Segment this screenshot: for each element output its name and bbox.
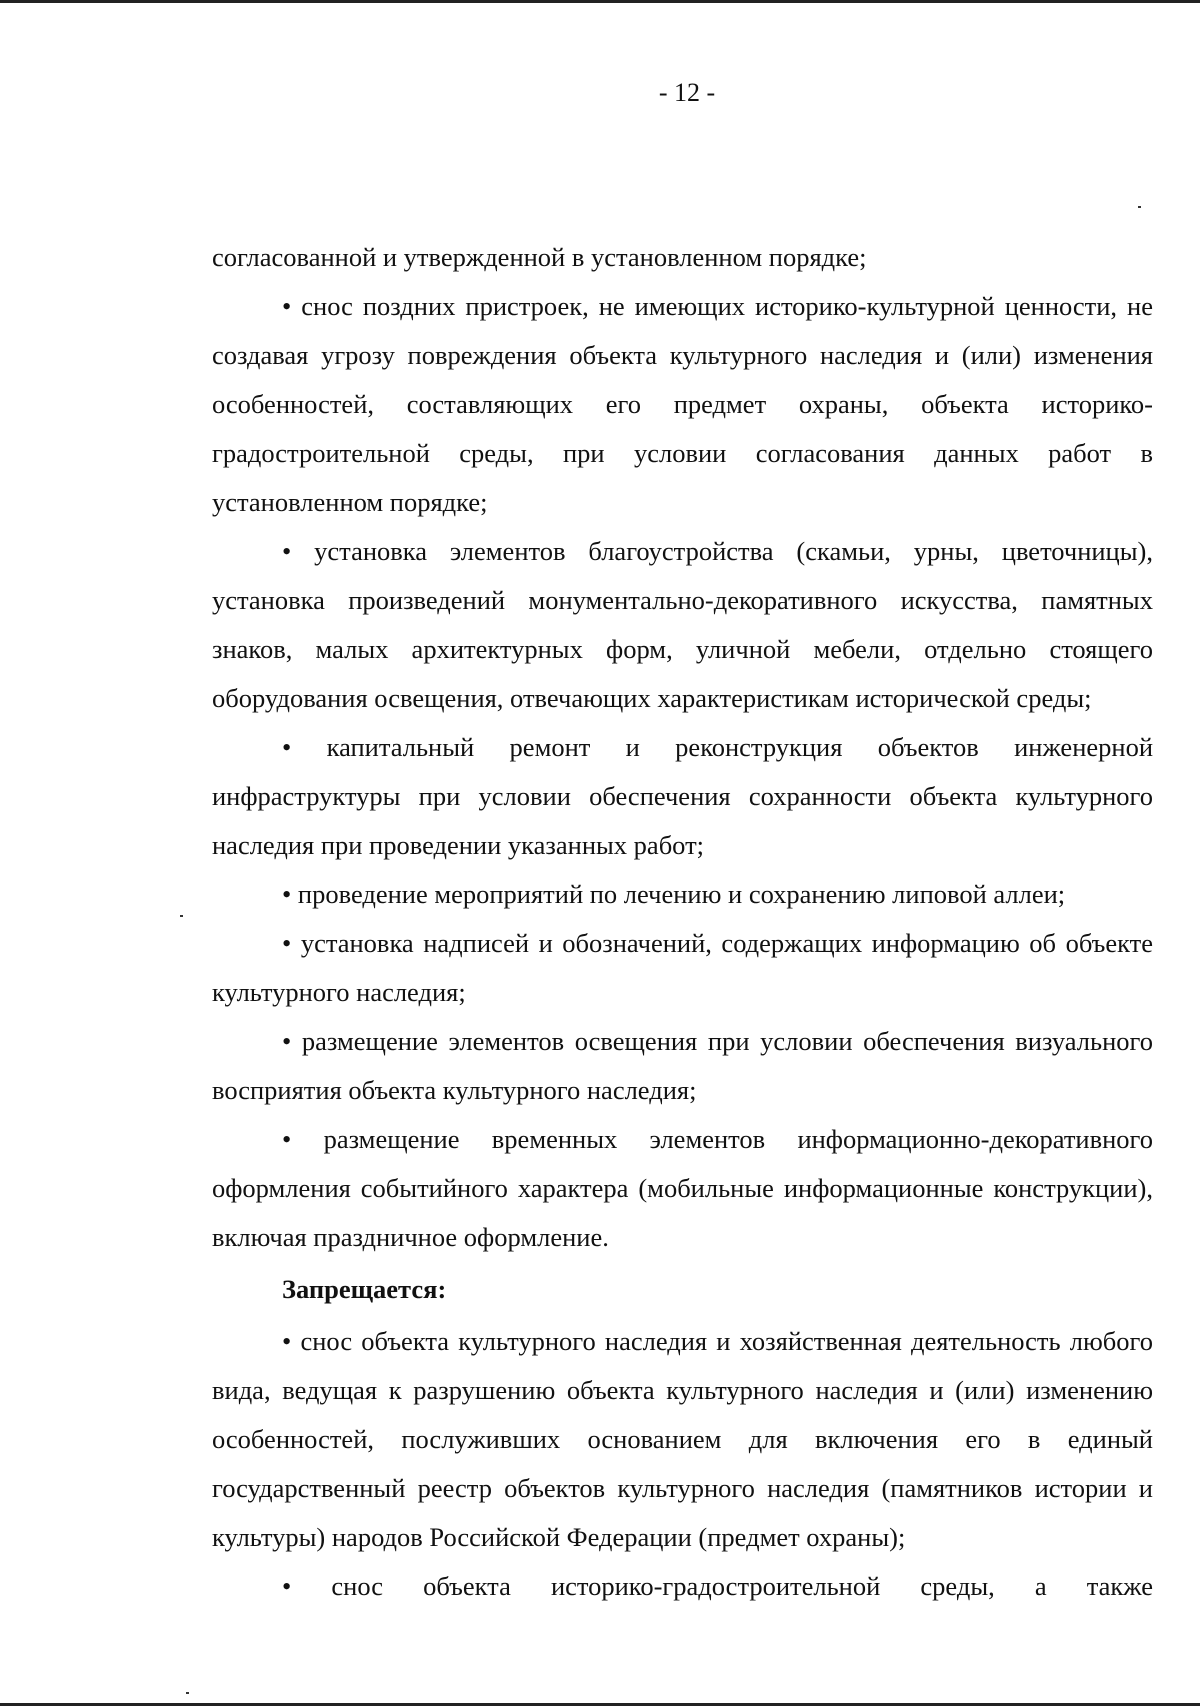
list-item-infrastructure-repair: • капитальный ремонт и реконструкция объектов инженерной инфраструктуры при условии обеспечения сохранности объекта культурного наследия при проведении указанных работ; [212, 732, 1153, 860]
list-item-lighting-placement: • размещение элементов освещения при условии обеспечения визуального восприятия объекта культурного наследия; [212, 1026, 1153, 1105]
page-number: - 12 - [658, 78, 716, 107]
scan-speck [186, 1692, 189, 1694]
list-item-environment-demolition: • снос объекта историко-градостроительной среды, а также [282, 1571, 1153, 1601]
list-item-improvement-elements: • установка элементов благоустройства (скамьи, урны, цветочницы), установка произведений монументально-декоративного искусства, памятных знаков, малых архитектурных форм, уличной мебели, отдельно стоящего оборудования освещения, отвечающих характеристикам исторической среды; [212, 536, 1153, 713]
scan-speck [1138, 206, 1141, 208]
list-item-demolition-annexes: • снос поздних пристроек, не имеющих историко-культурной ценности, не создавая угрозу повреждения объекта культурного наследия и (или) изменения особенностей, составляющих его предмет охраны, объекта историко-градостроительной среды, при условии согласования данных работ в установленном порядке; [212, 291, 1153, 517]
scan-speck [180, 915, 183, 917]
document-body [212, 233, 1153, 1611]
bottom-border-line [0, 1703, 1200, 1706]
list-item-linden-alley: • проведение мероприятий по лечению и сохранению липовой аллеи; [282, 879, 1066, 909]
section-heading-prohibited: Запрещается: [282, 1274, 447, 1304]
list-item-signs-installation: • установка надписей и обозначений, содержащих информацию об объекте культурного наследия; [212, 928, 1153, 1007]
list-item-temporary-decor: • размещение временных элементов информационно-декоративного оформления событийного характера (мобильные информационные конструкции), включая праздничное оформление. [212, 1124, 1153, 1252]
list-item-heritage-demolition: • снос объекта культурного наследия и хозяйственная деятельность любого вида, ведущая к разрушению объекта культурного наследия и (или) изменению особенностей, послуживших основанием для включения его в единый государственный реестр объектов культурного наследия (памятников истории и культуры) народов Российской Федерации (предмет охраны); [212, 1326, 1153, 1552]
paragraph-continuation: согласованной и утвержденной в установленном порядке; [212, 242, 867, 272]
top-border-line [0, 0, 1200, 3]
